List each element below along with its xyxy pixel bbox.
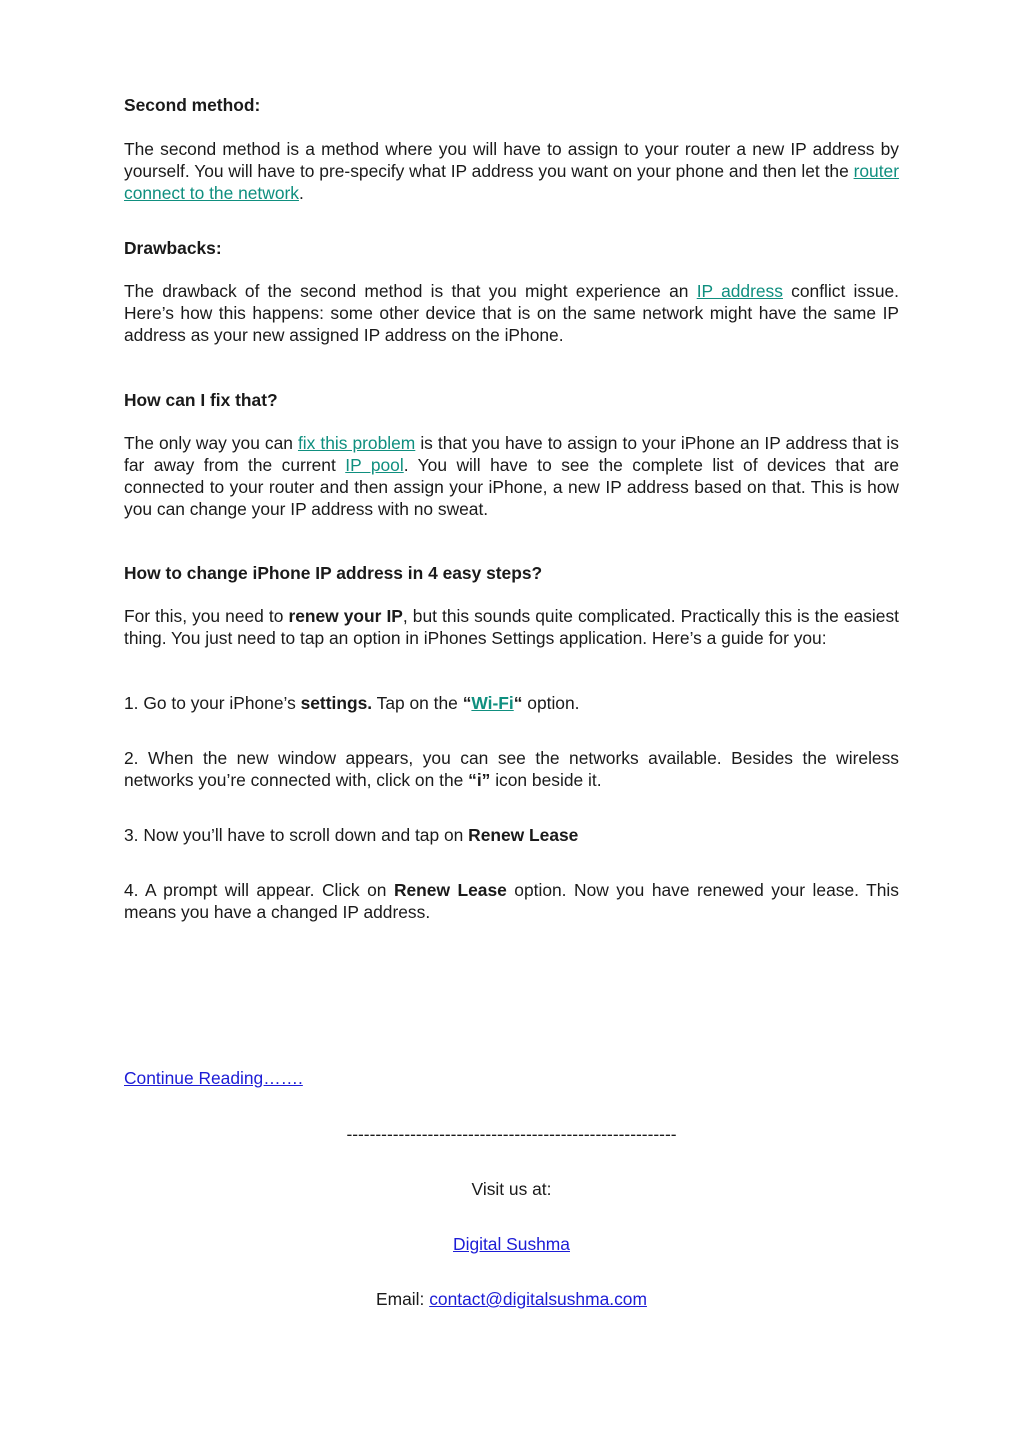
- text-run: is that you have to assign to your iPhone an IP address that is far away from the current: [124, 433, 899, 475]
- text-run: For this, you need to: [124, 606, 289, 626]
- heading-drawbacks: Drawbacks:: [124, 238, 222, 258]
- text-run: option.: [522, 693, 580, 713]
- text-run: conflict issue. Here’s how this happens: some other device that is on the same network might have the same IP address as your new assigned IP address on the iPhone.: [124, 281, 899, 345]
- text-run: , but this sounds quite complicated. Practically this is the easiest thing. You just need to tap an option in iPhones Settings application. Here’s a guide for you:: [124, 606, 899, 648]
- paragraph-steps-intro: [124, 605, 899, 649]
- text-run: option. Now you have renewed your lease. This means you have a changed IP address.: [124, 880, 899, 922]
- text-run: icon beside it.: [490, 770, 602, 790]
- step-2: [124, 747, 899, 791]
- link-digital-sushma[interactable]: Digital Sushma: [453, 1234, 570, 1254]
- text-run: . You will have to see the complete list of devices that are connected to your router and then assign your iPhone, a new IP address based on that. This is how you can change your IP address with no sweat.: [124, 455, 900, 519]
- site-link-row: [0, 1233, 1023, 1255]
- text-run: 4. A prompt will appear. Click on: [124, 880, 394, 900]
- link-fix-problem[interactable]: fix this problem: [297, 433, 416, 453]
- divider-line: ---------------------------------------------------------: [346, 1124, 677, 1144]
- text-run: 2. When the new window appears, you can see the networks available. Besides the wireless networks you’re connected with, click on the: [124, 748, 899, 790]
- paragraph-fix: [124, 432, 899, 520]
- text-run: 1. Go to your iPhone’s: [124, 693, 301, 713]
- quote-open: “: [462, 693, 472, 713]
- link-email[interactable]: contact@digitalsushma.com: [429, 1289, 647, 1309]
- heading-steps: How to change iPhone IP address in 4 easy steps?: [124, 563, 543, 583]
- quote-close: “: [513, 693, 523, 713]
- text-run: The drawback of the second method is that you might experience an: [124, 281, 697, 301]
- step-4: [124, 879, 899, 923]
- text-run: Tap on the: [372, 693, 463, 713]
- paragraph-drawbacks: [124, 280, 899, 346]
- text-run: The second method is a method where you will have to assign to your router a new IP address by yourself. You will have to pre-specify what IP address you want on your phone and then let the: [124, 139, 899, 181]
- bold-renew-lease: Renew Lease: [393, 880, 507, 900]
- step-3: [124, 824, 899, 846]
- link-ip-address[interactable]: IP address: [696, 281, 783, 301]
- bold-renew-ip: renew your IP: [288, 606, 403, 626]
- text-run: .: [298, 183, 304, 203]
- step-1: [124, 692, 899, 714]
- link-ip-pool[interactable]: IP pool: [345, 455, 404, 475]
- email-label: Email:: [376, 1289, 430, 1309]
- bold-i-icon: “i”: [468, 770, 491, 790]
- link-continue-reading[interactable]: Continue Reading…….: [124, 1068, 303, 1088]
- text-run: The only way you can: [124, 433, 298, 453]
- bold-renew-lease: Renew Lease: [468, 825, 579, 845]
- bold-settings: settings.: [300, 693, 373, 713]
- link-wifi[interactable]: Wi-Fi: [471, 693, 514, 713]
- email-row: [0, 1288, 1023, 1310]
- continue-reading: [124, 1067, 899, 1089]
- heading-how-fix: How can I fix that?: [124, 390, 278, 410]
- visit-label: Visit us at:: [471, 1179, 552, 1199]
- link-router-connect[interactable]: router connect to the network: [124, 161, 900, 203]
- text-run: 3. Now you’ll have to scroll down and tap on: [124, 825, 469, 845]
- heading-second-method: Second method:: [124, 95, 261, 115]
- paragraph-second-method: [124, 138, 899, 204]
